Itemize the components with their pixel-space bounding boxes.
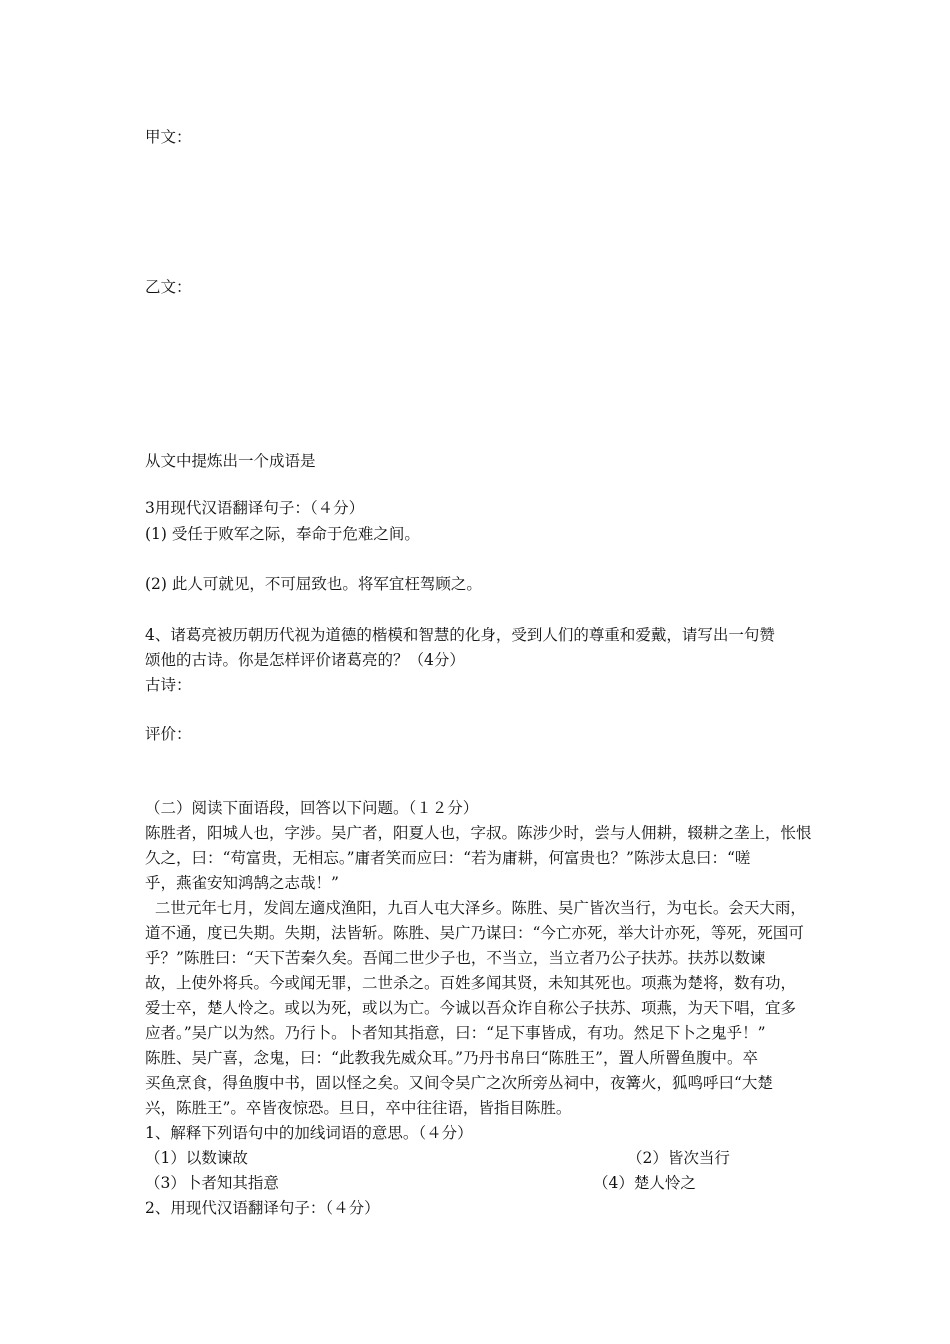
passage-line: 陈胜、吴广喜，念鬼，曰：“此教我先威众耳。”乃丹书帛曰“陈胜王”，置人所罾鱼腹中。卒 <box>145 1049 758 1067</box>
question-1-title: 1、解释下列语句中的加线词语的意思。（４分） <box>145 1124 473 1142</box>
section-2-heading: （二）阅读下面语段，回答以下问题。（１２分） <box>145 799 479 817</box>
passage-line: 二世元年七月，发闾左適戍渔阳，九百人屯大泽乡。陈胜、吴广皆次当行，为屯长。会天大雨， <box>145 899 806 917</box>
passage-line: 陈胜者，阳城人也，字涉。吴广者，阳夏人也，字叔。陈涉少时，尝与人佣耕，辍耕之垄上，怅恨 <box>145 824 812 842</box>
yi-text-label: 乙文： <box>145 278 192 296</box>
passage-line: 乎？”陈胜曰：“天下苦秦久矣。吾闻二世少子也，不当立，当立者乃公子扶苏。扶苏以数谏 <box>145 949 766 967</box>
passage-line: 买鱼烹食，得鱼腹中书，固以怪之矣。又间令吴广之次所旁丛祠中，夜篝火，狐鸣呼曰“大楚 <box>145 1074 773 1092</box>
question-1-option-1: （1）以数谏故 <box>145 1149 248 1167</box>
passage-line: 爱士卒，楚人怜之。或以为死，或以为亡。今诚以吾众诈自称公子扶苏、项燕，为天下唱，宜多 <box>145 999 797 1017</box>
question-3-title: 3用现代汉语翻译句子：（４分） <box>145 499 365 517</box>
jia-text-label: 甲文： <box>145 128 192 146</box>
evaluation-answer-label: 评价： <box>145 725 192 743</box>
passage-line: 道不通，度已失期。失期，法皆斩。陈胜、吴广乃谋曰：“今亡亦死，举大计亦死，等死，死国可 <box>145 924 804 942</box>
poem-answer-label: 古诗： <box>145 676 192 694</box>
passage-line: 兴，陈胜王”。卒皆夜惊恐。旦日，卒中往往语，皆指目陈胜。 <box>145 1099 572 1117</box>
question-1-option-2: （2）皆次当行 <box>627 1149 730 1167</box>
passage-line: 故，上使外将兵。今或闻无罪，二世杀之。百姓多闻其贤，未知其死也。项燕为楚将，数有功， <box>145 974 797 992</box>
question-3-item-1: (1) 受任于败军之际，奉命于危难之间。 <box>145 525 420 543</box>
passage-line: 乎，燕雀安知鸿鹄之志哉！” <box>145 874 339 892</box>
passage-line: 久之，曰：“苟富贵，无相忘。”庸者笑而应曰：“若为庸耕，何富贵也？”陈涉太息曰：“嗟 <box>145 849 751 867</box>
passage-line: 应者。”吴广以为然。乃行卜。卜者知其指意，曰：“足下事皆成，有功。然足下卜之鬼乎！” <box>145 1024 766 1042</box>
question-2-title: 2、用现代汉语翻译句子：（４分） <box>145 1199 380 1217</box>
question-3-item-2: (2) 此人可就见，不可屈致也。将军宜枉驾顾之。 <box>145 575 482 593</box>
question-4-line-2: 颂他的古诗。你是怎样评价诸葛亮的？（4分） <box>145 651 465 669</box>
question-1-option-4: （4）楚人怜之 <box>593 1174 696 1192</box>
question-4-line-1: 4、诸葛亮被历朝历代视为道德的楷模和智慧的化身，受到人们的尊重和爱戴，请写出一句赞 <box>145 626 775 644</box>
question-1-option-3: （3）卜者知其指意 <box>145 1174 279 1192</box>
idiom-prompt: 从文中提炼出一个成语是 <box>145 452 316 470</box>
